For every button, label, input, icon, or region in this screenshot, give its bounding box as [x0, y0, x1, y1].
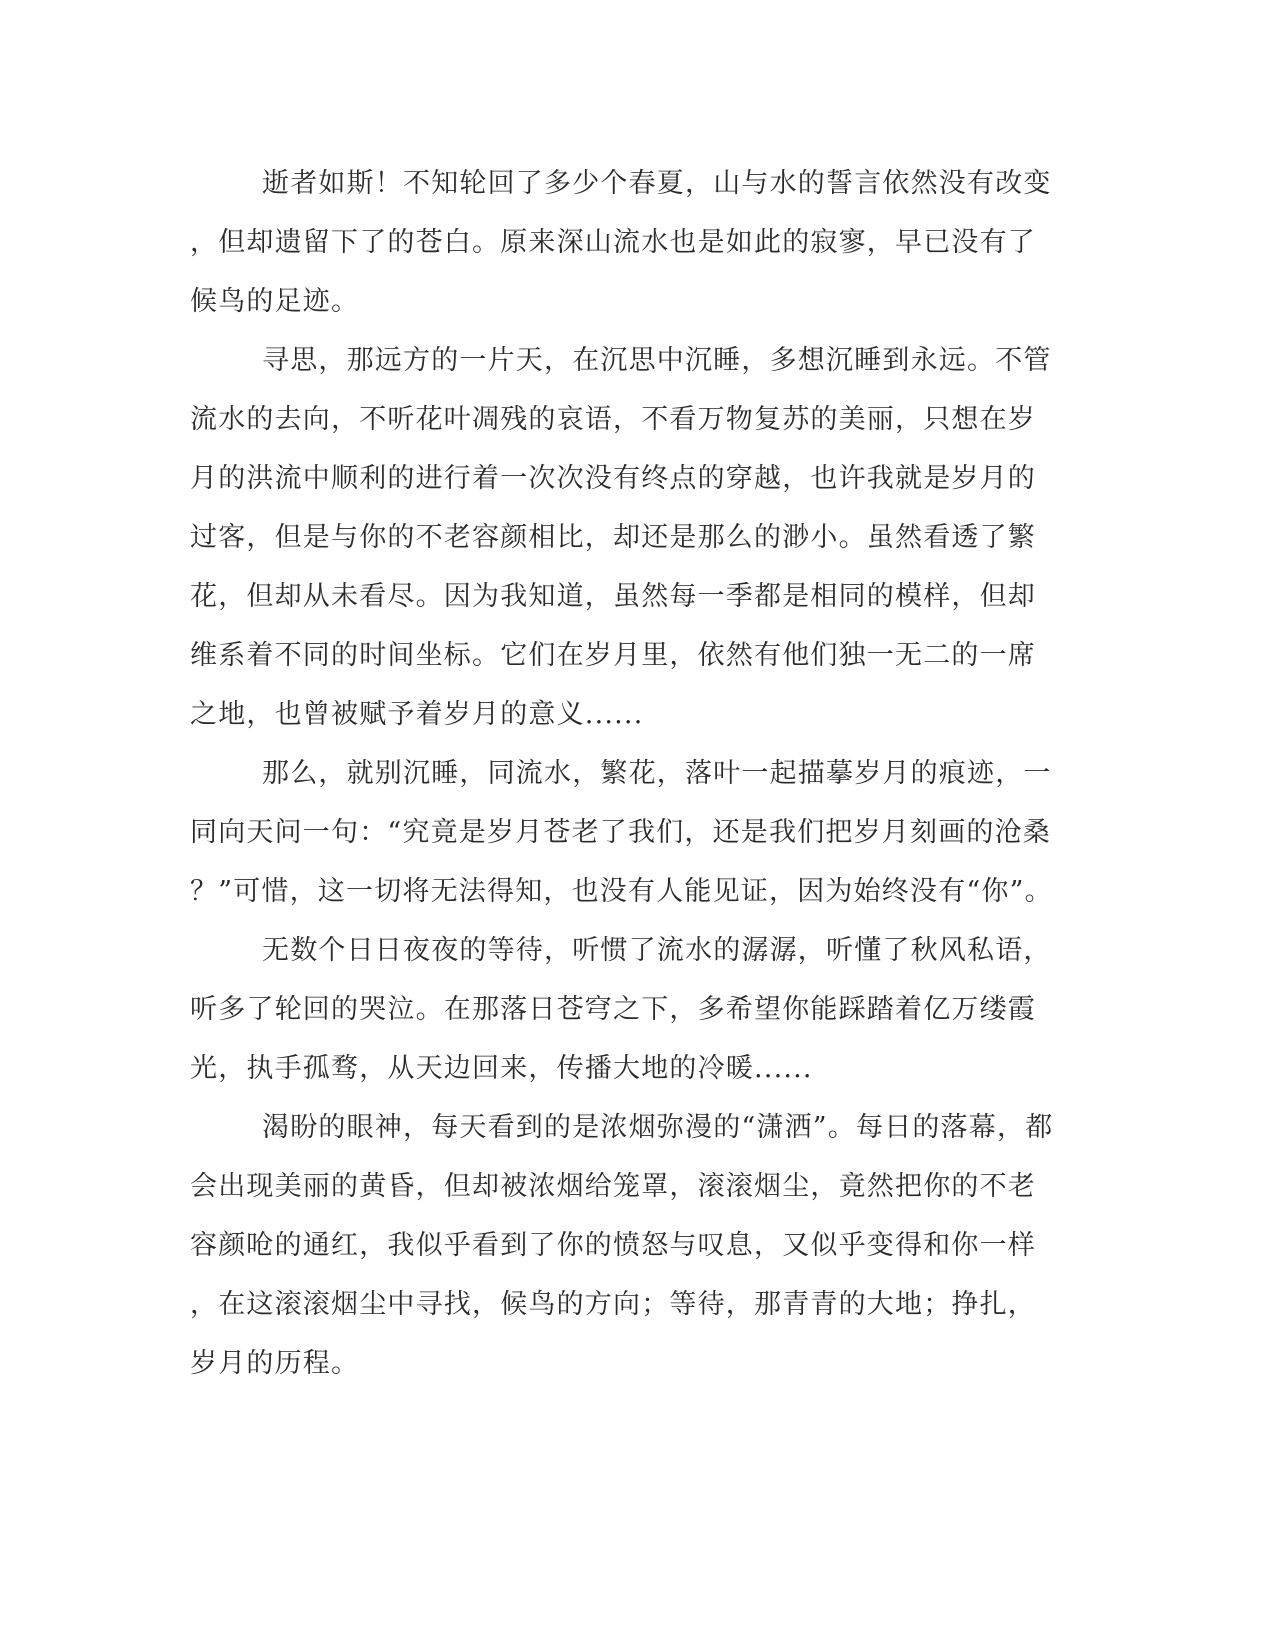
paragraph-1-line-3: 候鸟的足迹。	[190, 286, 360, 317]
paragraph-2-line-1: 寻思，那远方的一片天，在沉思中沉睡，多想沉睡到永远。不管	[262, 345, 1052, 376]
paragraph-2-line-6: 维系着不同的时间坐标。它们在岁月里，依然有他们独一无二的一席	[190, 640, 1036, 671]
paragraph-2-line-4: 过客，但是与你的不老容颜相比，却还是那么的渺小。虽然看透了繁	[190, 522, 1036, 553]
paragraph-3-line-2: 同向天问一句：“究竟是岁月苍老了我们，还是我们把岁月刻画的沧桑	[190, 817, 1052, 848]
paragraph-1-line-1: 逝者如斯！不知轮回了多少个春夏，山与水的誓言依然没有改变	[262, 168, 1052, 199]
paragraph-5-line-3: 容颜呛的通红，我似乎看到了你的愤怒与叹息，又似乎变得和你一样	[190, 1230, 1036, 1261]
paragraph-4-line-2: 听多了轮回的哭泣。在那落日苍穹之下，多希望你能踩踏着亿万缕霞	[190, 994, 1036, 1025]
paragraph-2-line-5: 花，但却从未看尽。因为我知道，虽然每一季都是相同的模样，但却	[190, 581, 1036, 612]
paragraph-5-line-1: 渴盼的眼神，每天看到的是浓烟弥漫的“潇洒”。每日的落幕，都	[262, 1112, 1054, 1143]
paragraph-5-line-4: ，在这滚滚烟尘中寻找，候鸟的方向；等待，那青青的大地；挣扎，	[190, 1289, 1036, 1320]
paragraph-4-line-3: 光，执手孤骛，从天边回来，传播大地的冷暖......	[190, 1053, 813, 1084]
paragraph-4-line-1: 无数个日日夜夜的等待，听惯了流水的潺潺，听懂了秋风私语，	[262, 935, 1052, 966]
paragraph-5-line-5: 岁月的历程。	[190, 1348, 360, 1379]
paragraph-2-line-2: 流水的去向，不听花叶凋残的哀语，不看万物复苏的美丽，只想在岁	[190, 404, 1036, 435]
paragraph-3-line-1: 那么，就别沉睡，同流水，繁花，落叶一起描摹岁月的痕迹，一	[262, 758, 1052, 789]
paragraph-2-line-7: 之地，也曾被赋予着岁月的意义......	[190, 699, 644, 730]
paragraph-2-line-3: 月的洪流中顺利的进行着一次次没有终点的穿越，也许我就是岁月的	[190, 463, 1036, 494]
paragraph-1-line-2: ，但却遗留下了的苍白。原来深山流水也是如此的寂寥，早已没有了	[190, 227, 1036, 258]
paragraph-5-line-2: 会出现美丽的黄昏，但却被浓烟给笼罩，滚滚烟尘，竟然把你的不老	[190, 1171, 1036, 1202]
paragraph-3-line-3: ？”可惜，这一切将无法得知，也没有人能见证，因为始终没有“你”。	[190, 876, 1053, 907]
